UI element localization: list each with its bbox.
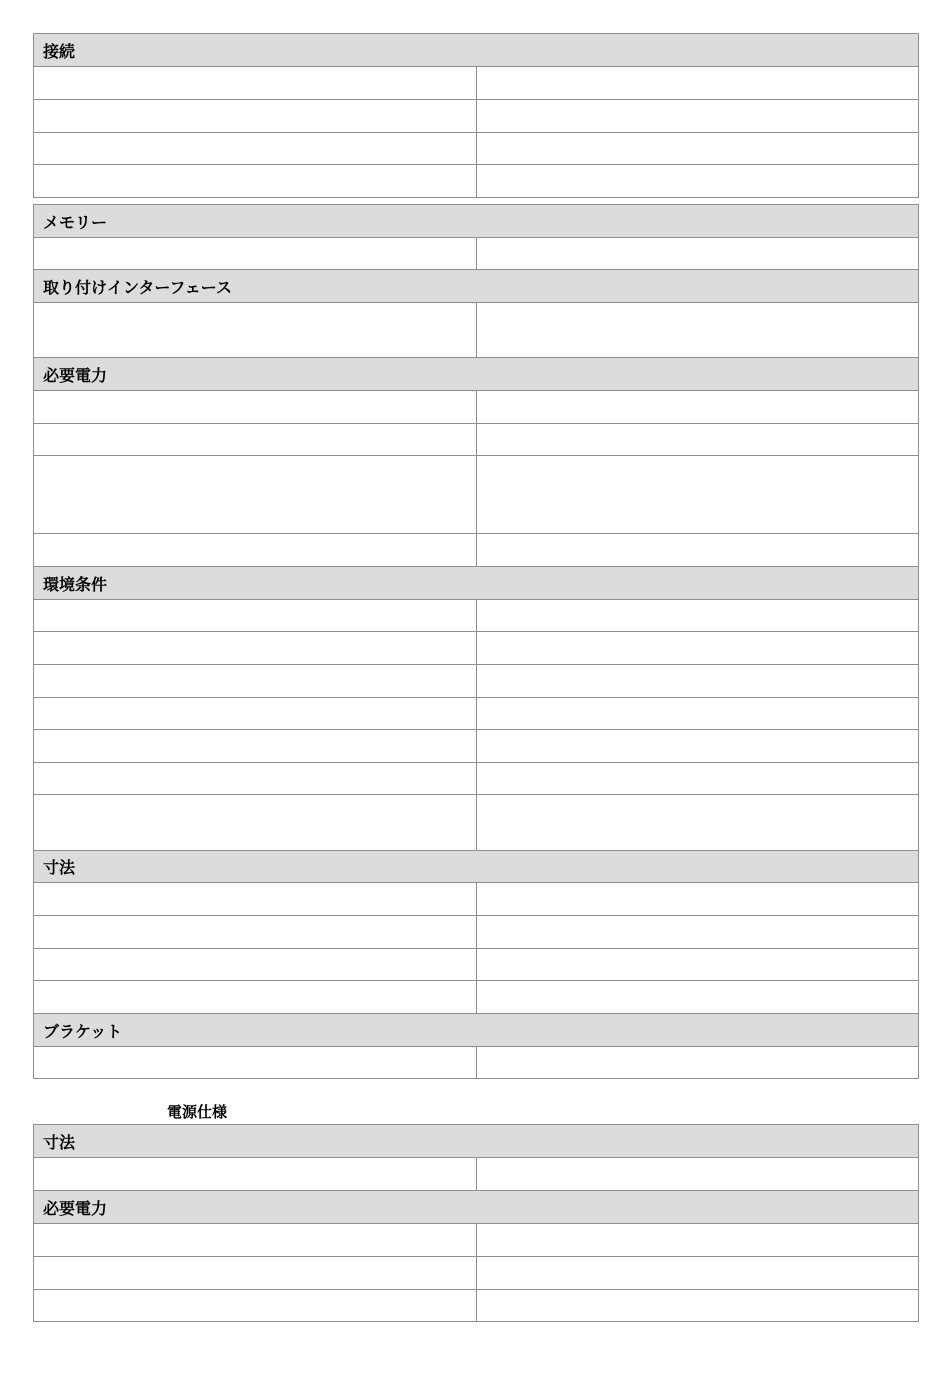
section-header-power-requirements xyxy=(34,358,919,391)
table-row xyxy=(34,238,919,270)
spec-value xyxy=(476,883,919,916)
connection-spec-table xyxy=(33,33,919,198)
table-row xyxy=(34,1158,919,1191)
spec-label xyxy=(34,424,477,456)
spec-label xyxy=(34,534,477,567)
section-title: 必要電力 xyxy=(34,358,919,391)
section-header-mount-interface xyxy=(34,270,919,303)
spec-value xyxy=(476,391,919,424)
table-row xyxy=(34,1290,919,1322)
table-row xyxy=(34,600,919,632)
spec-label xyxy=(34,133,477,165)
spec-value xyxy=(476,1047,919,1079)
spec-value xyxy=(476,1158,919,1191)
spec-label xyxy=(34,1047,477,1079)
spec-label xyxy=(34,456,477,534)
spec-value xyxy=(476,133,919,165)
table-row xyxy=(34,730,919,763)
table-row xyxy=(34,1047,919,1079)
table-row xyxy=(34,133,919,165)
spec-label xyxy=(34,165,477,198)
spec-label xyxy=(34,632,477,665)
table-row xyxy=(34,100,919,133)
section-header-bracket xyxy=(34,1014,919,1047)
spec-label xyxy=(34,1257,477,1290)
table-row xyxy=(34,883,919,916)
spec-label xyxy=(34,665,477,698)
spec-label xyxy=(34,763,477,795)
table-row xyxy=(34,424,919,456)
spec-value xyxy=(476,100,919,133)
spec-label xyxy=(34,303,477,358)
section-title: 必要電力 xyxy=(34,1191,919,1224)
section-header-power-requirements xyxy=(34,1191,919,1224)
spec-label xyxy=(34,100,477,133)
table-row xyxy=(34,456,919,534)
section-header-connection xyxy=(34,34,919,67)
spec-value xyxy=(476,916,919,949)
table-row xyxy=(34,1257,919,1290)
spec-label xyxy=(34,1158,477,1191)
spec-value xyxy=(476,67,919,100)
spec-value xyxy=(476,534,919,567)
table-row xyxy=(34,1224,919,1257)
spec-value xyxy=(476,698,919,730)
section-title: 取り付けインターフェース xyxy=(34,270,919,303)
spec-value xyxy=(476,600,919,632)
section-header-environment xyxy=(34,567,919,600)
spec-value xyxy=(476,456,919,534)
table-row xyxy=(34,303,919,358)
table-row xyxy=(34,391,919,424)
spec-value xyxy=(476,981,919,1014)
spec-value xyxy=(476,238,919,270)
table-row xyxy=(34,795,919,851)
table-row xyxy=(34,632,919,665)
table-row xyxy=(34,534,919,567)
section-title: メモリー xyxy=(34,205,919,238)
spec-value xyxy=(476,424,919,456)
spec-value xyxy=(476,795,919,851)
spec-label xyxy=(34,795,477,851)
table-row xyxy=(34,698,919,730)
spec-value xyxy=(476,730,919,763)
section-title: 寸法 xyxy=(34,851,919,883)
spec-label xyxy=(34,949,477,981)
table-row xyxy=(34,67,919,100)
spec-value xyxy=(476,632,919,665)
spec-value xyxy=(476,949,919,981)
section-header-dimensions xyxy=(34,851,919,883)
spec-label xyxy=(34,600,477,632)
table-row xyxy=(34,949,919,981)
spec-label xyxy=(34,1224,477,1257)
power-spec-table xyxy=(33,1124,919,1322)
section-title: 寸法 xyxy=(34,1125,919,1158)
section-title: 環境条件 xyxy=(34,567,919,600)
spec-value xyxy=(476,1224,919,1257)
spec-value xyxy=(476,165,919,198)
spec-label xyxy=(34,698,477,730)
spec-value xyxy=(476,1290,919,1322)
spec-label xyxy=(34,916,477,949)
spec-value xyxy=(476,763,919,795)
table-row xyxy=(34,665,919,698)
spec-label xyxy=(34,391,477,424)
hardware-spec-table xyxy=(33,204,919,1079)
table-row xyxy=(34,981,919,1014)
spec-label xyxy=(34,1290,477,1322)
table-row xyxy=(34,916,919,949)
spec-label xyxy=(34,238,477,270)
section-title: ブラケット xyxy=(34,1014,919,1047)
table-row xyxy=(34,165,919,198)
table-row xyxy=(34,763,919,795)
section-title: 接続 xyxy=(34,34,919,67)
spec-value xyxy=(476,303,919,358)
spec-label xyxy=(34,730,477,763)
spec-label xyxy=(34,981,477,1014)
spec-label xyxy=(34,67,477,100)
section-header-dimensions xyxy=(34,1125,919,1158)
spec-value xyxy=(476,665,919,698)
power-spec-caption: 電源仕様 xyxy=(167,1103,228,1121)
spec-value xyxy=(476,1257,919,1290)
spec-label xyxy=(34,883,477,916)
section-header-memory xyxy=(34,205,919,238)
